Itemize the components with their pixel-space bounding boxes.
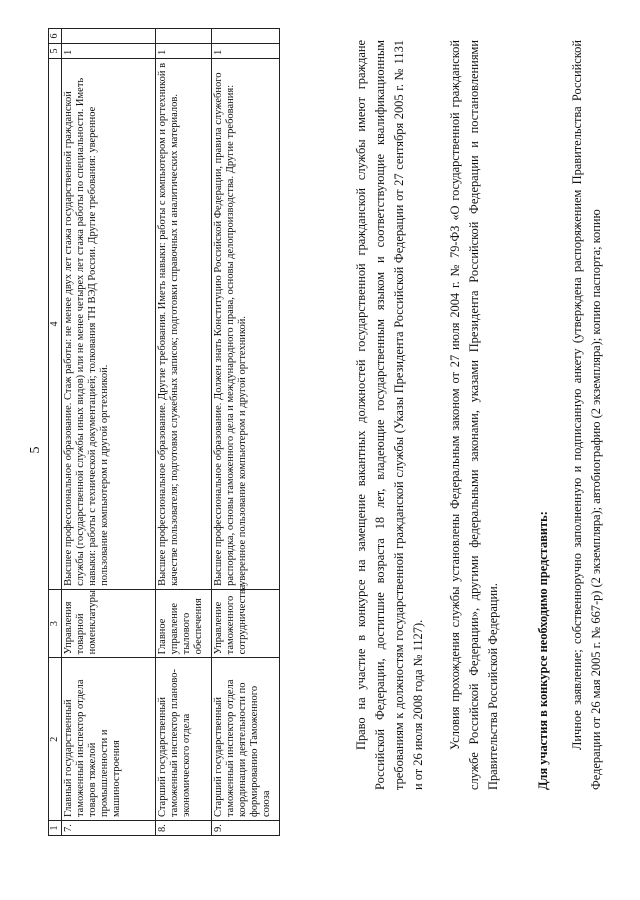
department: Главное управление тылового обеспечения [155, 589, 211, 657]
row-number: 9. [211, 821, 279, 836]
department: Управление таможенного сотрудничества [211, 589, 279, 657]
vacancy-count: 1 [211, 44, 279, 59]
vacancy-count: 1 [155, 44, 211, 59]
qualification-requirements: Высшее профессиональное образование. Должен знать Конституцию Российской Федерации, правила служебного распорядка, основы таможенного дела и международного права, основы делопроизводства. Другие требования: уверенное пользование компьютером и другой оргтехникой. [211, 59, 279, 590]
department: Управления товарной номенклатуры [61, 589, 155, 657]
position-title: Старший государственный таможенный инспектор отдела координации деятельности по формированию Таможенного союза [211, 658, 279, 821]
qualification-requirements: Высшее профессиональное образование. Стаж работы: не менее двух лет стажа государственной гражданской службы (государственной службы иных видов) или не менее четырех лет стажа работы по специальности. Иметь навыки: работы с технической документацией; толкования ТН ВЭД России. Другие требования: уверенное пользование компьютером и другой оргтехникой. [61, 59, 155, 590]
table-row [155, 29, 211, 836]
page-number: 5 [28, 446, 43, 454]
header-cell: 5 [49, 44, 62, 59]
header-cell: 2 [49, 658, 62, 821]
vacancy-count: 1 [61, 44, 155, 59]
documents-list-paragraph: Личное заявление; собственноручно заполненную и подписанную анкету (утверждена распоряжением Правительства Российской Федерации от 26 мая 2005 г. № 667-р) (2 экземпляра); автобиографию (2 экземпляра); копию паспорта; копию [570, 40, 603, 790]
table-row [61, 29, 155, 836]
row-number: 8. [155, 821, 211, 836]
position-title: Главный государственный таможенный инспектор отдела товаров тяжелой промышленности и машиностроения [61, 658, 155, 821]
header-cell: 4 [49, 59, 62, 590]
table-header-row [49, 29, 62, 836]
column-6-value [61, 29, 155, 44]
column-6-value [211, 29, 279, 44]
vacancies-table [48, 28, 280, 836]
eligibility-paragraph: Право на участие в конкурсе на замещение вакантных должностей государственной гражданской службы имеют граждане Российской Федерации, достигшие возраста 18 лет, владеющие государственным языком и соответствующие квалификационным требованиям к должностям государственной гражданской службы (Указы Президента Российской Федерации от 27 сентября 2005 г. № 1131 и от 26 июля 2008 года № 1127). [354, 40, 425, 790]
header-cell: 6 [49, 29, 62, 44]
header-cell: 3 [49, 589, 62, 657]
row-number: 7. [61, 821, 155, 836]
column-6-value [155, 29, 211, 44]
table-row [211, 29, 279, 836]
qualification-requirements: Высшее профессиональное образование. Другие требования. Иметь навыки: работы с компьютером и оргтехникой в качестве пользователя; подготовки служебных записок; подготовки справочных и аналитических материалов. [155, 59, 211, 590]
service-conditions-paragraph: Условия прохождения службы установлены Федеральным законом от 27 июля 2004 г. № 79-ФЗ «О государственной гражданской службе Российской Федерации», другими федеральными законами, указами Президента Российской Федерации и постановлениями Правительства Российской Федерации. [448, 40, 500, 790]
position-title: Старший государственный таможенный инспектор планово-экономического отдела [155, 658, 211, 821]
documents-heading: Для участия в конкурсе необходимо представить: [536, 511, 550, 790]
header-cell: 1 [49, 821, 62, 836]
